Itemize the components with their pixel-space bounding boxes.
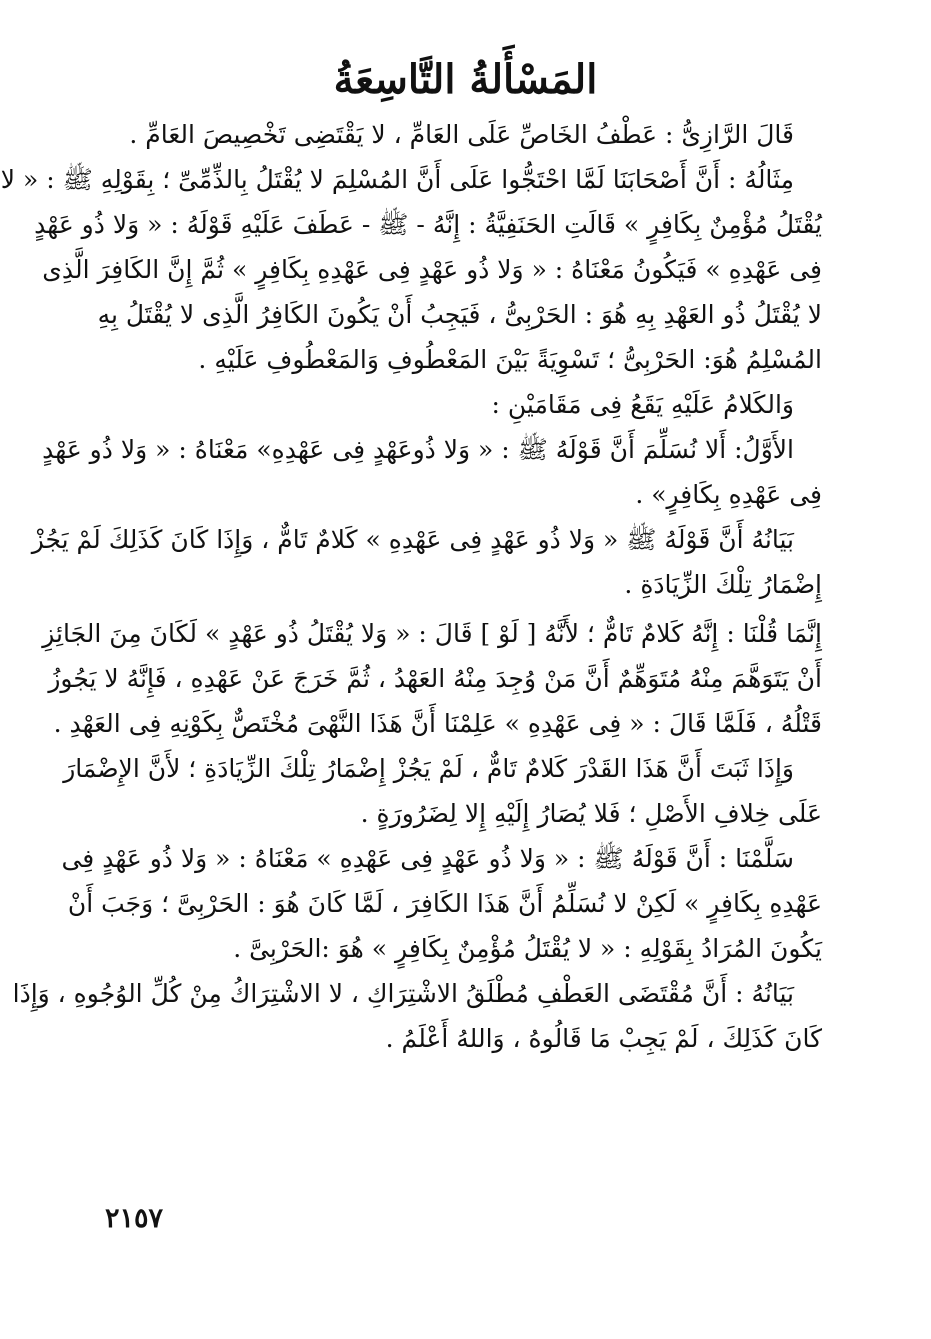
text-line: وَإِذَا ثَبَتَ أَنَّ هَذَا القَدْرَ كَلامٌ تَامٌّ ، لَمْ يَجُزْ إِضْمَارُ تِلْكَ الزِّيَادَةِ ؛ لأَنَّ الإِضْمَارَ <box>63 754 794 783</box>
text-line: أَنْ يَتَوَهَّمَ مِنْهُ مُتَوَهِّمٌ أَنَّ مَنْ وُجِدَ مِنْهُ العَهْدُ ، ثُمَّ خَرَجَ عَنْ عَهْدِهِ ، فَإِنَّهُ لا يَجُوزُ <box>48 664 822 693</box>
text-line: لا يُقْتَلُ ذُو العَهْدِ بِهِ هُوَ : الحَرْبِىُّ ، فَيَجِبُ أَنْ يَكُونَ الكَافِرُ الَّذِى لا يُقْتَلُ بِهِ <box>97 300 822 329</box>
text-line: وَالكَلامُ عَلَيْهِ يَقَعُ فِى مَقَامَيْنِ : <box>491 390 794 419</box>
text-line: إِنَّمَا قُلْنَا : إِنَّهُ كَلامٌ تَامٌّ ؛ لأَنَّهُ [ لَوْ ] قَالَ : « وَلا يُقْتَلُ ذُو عَهْدٍ » لَكَانَ مِنَ الجَائِزِ <box>42 619 822 648</box>
text-line: عَهْدِهِ بِكَافِرٍ » لَكِنْ لا نُسَلِّمُ أَنَّ هَذَا الكَافِرَ ، لَمَّا كَانَ هُوَ : الحَرْبِىَّ ؛ وَجَبَ أَنْ <box>67 889 822 918</box>
text-line: المُسْلِمُ هُوَ: الحَرْبِىُّ ؛ تَسْوِيَةً بَيْنَ المَعْطُوفِ وَالمَعْطُوفِ عَلَيْهِ . <box>198 345 822 374</box>
text-line: عَلَى خِلافِ الأَصْلِ ؛ فَلا يُصَارُ إِلَيْهِ إِلا لِضَرُورَةٍ . <box>360 799 822 828</box>
text-line: فِى عَهْدِهِ بِكَافِرٍ» . <box>635 480 822 509</box>
text-line: يُقْتَلُ مُؤْمِنٌ بِكَافِرٍ » قَالَتِ الحَنَفِيَّةُ : إِنَّهُ - ﷺ - عَطَفَ عَلَيْهِ قَوْلَهُ : « وَلا ذُو عَهْدٍ <box>34 210 822 239</box>
text-line: سَلَّمْنَا : أَنَّ قَوْلَهُ ﷺ : « وَلا ذُو عَهْدٍ فِى عَهْدِهِ » مَعْنَاهُ : « وَلا ذُو عَهْدٍ فِى <box>61 844 794 873</box>
text-line: إِضْمَارُ تِلْكَ الزِّيَادَةِ . <box>624 570 822 599</box>
body-text <box>0 112 822 1061</box>
text-line: بَيَانُهُ أَنَّ قَوْلَهُ ﷺ « وَلا ذُو عَهْدٍ فِى عَهْدِهِ » كَلامٌ تَامٌّ ، وَإِذَا كَانَ كَذَلِكَ لَمْ يَجُزْ <box>31 525 794 554</box>
text-line: فِى عَهْدِهِ » فَيَكُونُ مَعْنَاهُ : « وَلا ذُو عَهْدٍ فِى عَهْدِهِ بِكَافِرٍ » ثُمَّ إِنَّ الكَافِرَ الَّذِى <box>42 255 822 284</box>
text-line: بَيَانُهُ : أَنَّ مُقْتَضَى العَطْفِ مُطْلَقُ الاشْتِرَاكِ ، لا الاشْتِرَاكُ مِنْ كُلِّ الوُجُوهِ ، وَإِذَا <box>12 979 794 1008</box>
text-line: كَانَ كَذَلِكَ ، لَمْ يَجِبْ مَا قَالُوهُ ، وَاللهُ أَعْلَمُ . <box>385 1024 822 1053</box>
text-line: قَالَ الرَّازِىُّ : عَطْفُ الخَاصِّ عَلَى العَامِّ ، لا يَقْتَضِى تَخْصِيصَ العَامِّ . <box>129 120 794 149</box>
text-line: يَكُونَ المُرَادُ بِقَوْلِهِ : « لا يُقْتَلُ مُؤْمِنٌ بِكَافِرٍ » هُوَ :الحَرْبِىَّ . <box>233 934 822 963</box>
text-line: قَتْلُهُ ، فَلَمَّا قَالَ : « فِى عَهْدِهِ » عَلِمْنَا أَنَّ هَذَا النَّهْىَ مُخْتَصٌّ بِكَوْنِهِ فِى العَهْدِ . <box>53 709 822 738</box>
text-line: الأَوَّلُ: أَلا نُسَلِّمَ أَنَّ قَوْلَهُ ﷺ : « وَلا ذُوعَهْدٍ فِى عَهْدِهِ» مَعْنَاهُ : « وَلا ذُو عَهْدٍ <box>42 435 794 464</box>
page-number: ٢١٥٧ <box>105 1203 164 1234</box>
chapter-title: المَسْأَلةُ التَّاسِعَةُ <box>333 56 598 103</box>
text-line: مِثَالُهُ : أَنَّ أَصْحَابَنَا لَمَّا احْتَجُّوا عَلَى أَنَّ المُسْلِمَ لا يُقْتَلُ بِالذِّمِّىِّ ؛ بِقَوْلِهِ ﷺ : « لا <box>0 165 794 194</box>
